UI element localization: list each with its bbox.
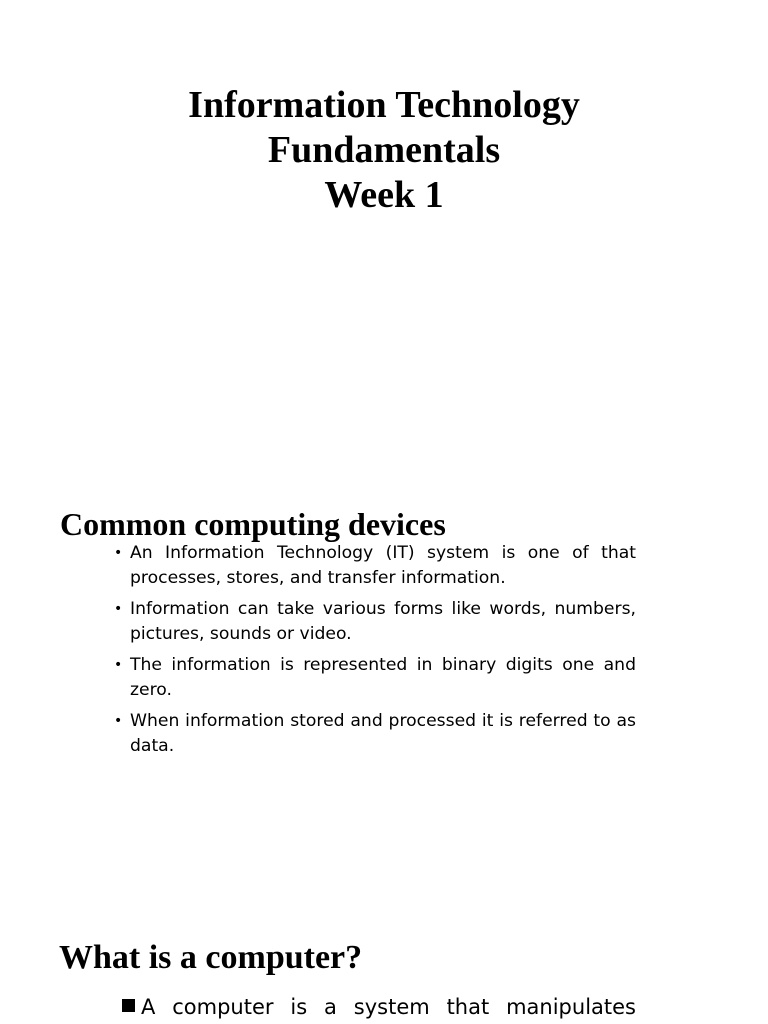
list-item-text: Information can take various forms like words, numbers, pictures, sounds or video. <box>130 599 636 644</box>
list-item-text: A computer is a system that manipulates <box>141 995 636 1019</box>
bullet-icon: • <box>114 545 123 561</box>
title-line-2: Fundamentals <box>267 129 501 171</box>
slide-what-is-a-computer <box>0 860 768 1024</box>
bullet-icon: • <box>114 713 123 729</box>
bullet-list <box>114 541 636 765</box>
square-bullet-icon <box>122 999 135 1012</box>
bullet-icon: • <box>114 657 123 673</box>
slide-title <box>0 0 768 440</box>
list-item <box>114 709 636 759</box>
bullet-icon: • <box>114 601 123 617</box>
title-line-3: Week 1 <box>324 174 444 216</box>
list-item <box>114 541 636 591</box>
page-title <box>0 83 768 218</box>
list-item-text: An Information Technology (IT) system is one of that processes, stores, and transfer information. <box>130 543 636 588</box>
slide-heading: Common computing devices <box>60 505 446 542</box>
list-item <box>114 653 636 703</box>
list-item-text: When information stored and processed it is referred to as data. <box>130 711 636 756</box>
slide-heading: What is a computer? <box>59 939 363 977</box>
slide-common-computing-devices <box>0 440 768 860</box>
title-line-1: Information Technology <box>188 84 580 126</box>
list-item-text: The information is represented in binary digits one and zero. <box>130 655 636 700</box>
list-item <box>122 994 636 1020</box>
list-item <box>114 597 636 647</box>
